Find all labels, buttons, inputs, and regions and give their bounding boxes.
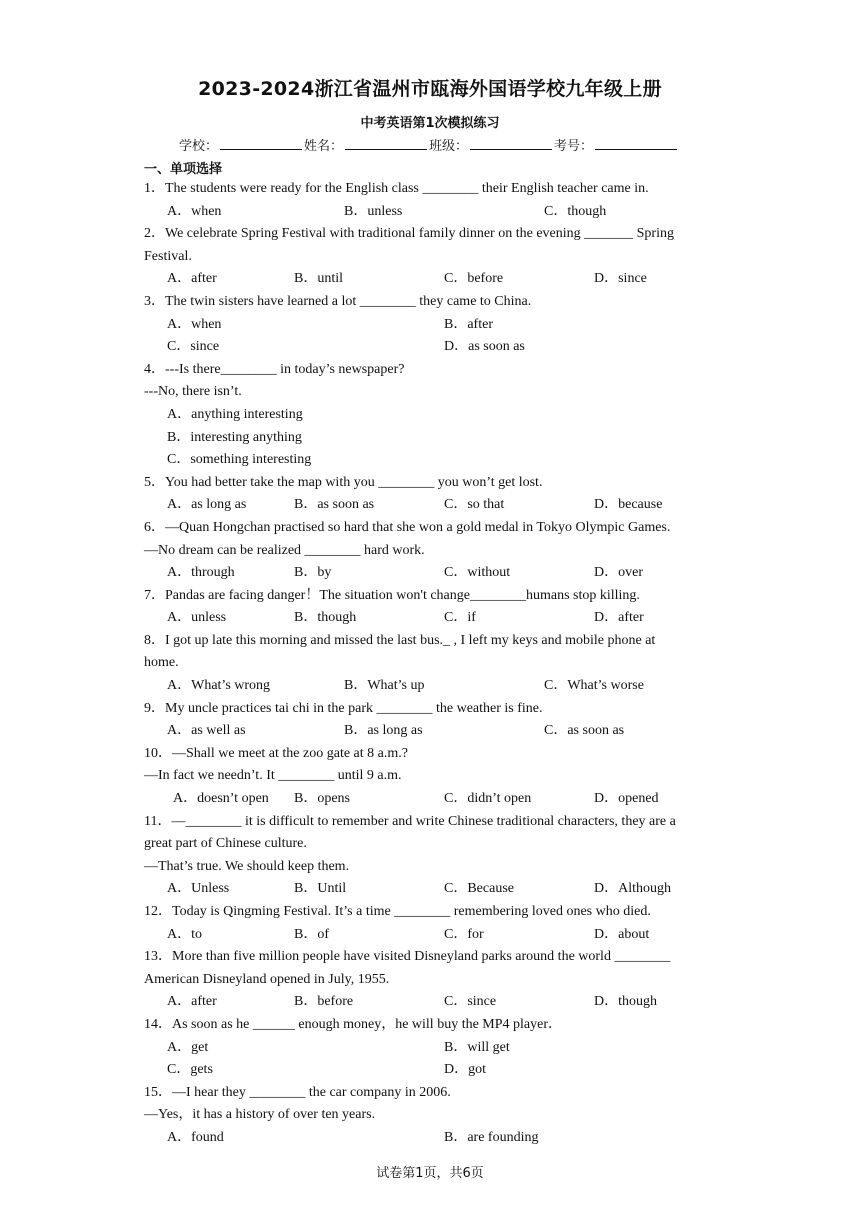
class-blank <box>470 137 552 150</box>
school-field <box>179 135 304 154</box>
option-d: D．since <box>594 271 647 287</box>
option-a: A．What’s wrong <box>167 678 271 694</box>
option-a: A．as well as <box>167 723 246 739</box>
page-footer: 试卷第1页，共6页 <box>376 1166 484 1181</box>
question-2 <box>144 223 720 291</box>
option-c: C．so that <box>444 497 505 513</box>
school-label: 学校： <box>179 139 219 154</box>
option-c: C．What’s worse <box>544 678 644 694</box>
question-1 <box>144 178 720 223</box>
option-c: C．Because <box>444 881 514 897</box>
option-b: B．though <box>294 610 357 626</box>
question-6 <box>144 517 720 585</box>
options-row <box>144 1037 720 1060</box>
option-d: D．though <box>594 994 657 1010</box>
option-b: B．opens <box>294 791 350 807</box>
option-b: B．Until <box>294 881 347 897</box>
question-stem: 13．More than five million people have visited Disneyland parks around the world ________ <box>144 949 671 965</box>
options-row <box>144 991 720 1014</box>
option-b: B．as soon as <box>294 497 375 513</box>
class-label: 班级： <box>429 139 469 154</box>
options-row <box>144 1127 720 1150</box>
option-c: C．something interesting <box>167 452 312 468</box>
question-stem: 1．The students were ready for the English class ________ their English teacher came in. <box>144 181 649 196</box>
option-a: A．as long as <box>167 497 247 513</box>
option-d: D．because <box>594 497 663 513</box>
question-stem-continued: great part of Chinese culture. <box>144 836 307 852</box>
options-row <box>144 201 720 224</box>
question-stem-continued: —No dream can be realized ________ hard work. <box>144 542 425 558</box>
question-14 <box>144 1014 720 1082</box>
option-b: B．unless <box>344 203 403 219</box>
option-a: A．anything interesting <box>167 406 303 422</box>
question-stem: 15．—I hear they ________ the car company in 2006. <box>144 1084 451 1100</box>
question-12 <box>144 901 720 946</box>
option-c: C．as soon as <box>544 723 625 739</box>
question-stem-continued: home. <box>144 655 179 671</box>
option-a: A．get <box>167 1039 209 1055</box>
section-heading: 一、单项选择 <box>144 162 223 177</box>
question-stem-continued: ---No, there isn’t. <box>144 384 242 400</box>
options-row <box>144 720 720 743</box>
option-b: B．as long as <box>344 723 423 739</box>
question-13 <box>144 946 720 1014</box>
options-row <box>144 494 720 517</box>
option-b: B．until <box>294 271 344 287</box>
question-reply: —That’s true. We should keep them. <box>144 858 350 874</box>
question-15 <box>144 1082 720 1150</box>
option-b: B．will get <box>444 1039 510 1055</box>
option-c: C．since <box>167 339 220 355</box>
question-stem-continued: —In fact we needn’t. It ________ until 9 a.m. <box>144 768 402 784</box>
option-b: B．are founding <box>444 1129 539 1145</box>
option-a: A．to <box>167 926 202 942</box>
question-stem: 3．The twin sisters have learned a lot ________ they came to China. <box>144 293 532 309</box>
question-stem: 9．My uncle practices tai chi in the park ________ the weather is fine. <box>144 700 543 716</box>
question-stem: 7．Pandas are facing danger！The situation won't change________humans stop killing. <box>144 587 640 603</box>
option-a: A．when <box>167 316 222 332</box>
option-b: B．after <box>444 316 493 332</box>
question-11 <box>144 811 720 901</box>
question-10 <box>144 743 720 811</box>
options-row <box>144 314 720 337</box>
option-b: B．interesting anything <box>167 429 302 445</box>
number-blank <box>595 137 677 150</box>
question-stem-continued: American Disneyland opened in July, 1955. <box>144 971 390 987</box>
option-c: C．without <box>444 565 511 581</box>
page-title: 2023-2024浙江省温州市瓯海外国语学校九年级上册 <box>198 78 662 100</box>
question-stem-continued: —Yes，it has a history of over ten years. <box>144 1107 376 1123</box>
option-c: C．before <box>444 271 504 287</box>
name-blank <box>345 137 427 150</box>
question-8 <box>144 630 720 698</box>
option-d: D．as soon as <box>444 339 525 355</box>
question-9 <box>144 698 720 743</box>
options-row <box>144 336 720 359</box>
option-c: C．gets <box>167 1062 213 1078</box>
page-subtitle: 中考英语第1次模拟练习 <box>360 116 500 131</box>
option-d: D．after <box>594 610 644 626</box>
option-a: A．doesn’t open <box>173 791 269 807</box>
option-c: C．for <box>444 926 484 942</box>
option-c: C．didn’t open <box>444 791 532 807</box>
option-a: A．found <box>167 1129 224 1145</box>
options-row <box>144 675 720 698</box>
name-label: 姓名： <box>304 139 344 154</box>
question-stem: 4．---Is there________ in today’s newspaper? <box>144 361 405 377</box>
student-info-row <box>179 135 739 154</box>
question-3 <box>144 291 720 359</box>
options-row <box>144 607 720 630</box>
options-row <box>144 562 720 585</box>
number-field <box>554 135 679 154</box>
option-c: C．if <box>444 610 476 626</box>
option-d: D．got <box>444 1062 486 1078</box>
option-a: A．unless <box>167 610 227 626</box>
question-stem-continued: Festival. <box>144 248 192 264</box>
option-c: C．since <box>444 994 497 1010</box>
question-stem: 6．—Quan Hongchan practised so hard that she won a gold medal in Tokyo Olympic Games. <box>144 519 671 535</box>
options-row <box>144 878 720 901</box>
option-a: A．when <box>167 203 222 219</box>
option-a: A．Unless <box>167 881 230 897</box>
school-blank <box>220 137 302 150</box>
option-c: C．though <box>544 203 607 219</box>
question-stem: 12．Today is Qingming Festival. It’s a time ________ remembering loved ones who died. <box>144 904 651 919</box>
option-a: A．through <box>167 565 235 581</box>
options-row <box>144 788 720 811</box>
option-d: D．opened <box>594 791 659 807</box>
option-b: B．before <box>294 994 354 1010</box>
options-row <box>144 924 720 947</box>
question-stem: 5．You had better take the map with you ________ you won’t get lost. <box>144 474 543 490</box>
class-field <box>429 135 554 154</box>
number-label: 考号： <box>554 139 594 154</box>
question-stem: 14．As soon as he ______ enough money，he will buy the MP4 player． <box>144 1016 563 1032</box>
name-field <box>304 135 429 154</box>
question-list <box>144 178 720 1150</box>
option-d: D．about <box>594 926 650 942</box>
option-b: B．of <box>294 926 329 942</box>
question-stem: 2．We celebrate Spring Festival with traditional family dinner on the evening _______ Spring <box>144 226 674 242</box>
option-b: B．by <box>294 565 332 581</box>
question-7 <box>144 585 720 630</box>
question-stem: 11．—________ it is difficult to remember and write Chinese traditional characters, they are a <box>144 813 676 829</box>
question-5 <box>144 472 720 517</box>
options-row <box>144 1059 720 1082</box>
option-a: A．after <box>167 271 217 287</box>
option-a: A．after <box>167 994 217 1010</box>
option-d: D．Although <box>594 881 671 897</box>
question-stem: 8．I got up late this morning and missed the last bus._ , I left my keys and mobile phone at <box>144 632 656 648</box>
question-stem: 10．—Shall we meet at the zoo gate at 8 a.m.? <box>144 745 408 761</box>
question-4 <box>144 359 720 472</box>
option-b: B．What’s up <box>344 678 425 694</box>
options-row <box>144 268 720 291</box>
option-d: D．over <box>594 565 643 581</box>
